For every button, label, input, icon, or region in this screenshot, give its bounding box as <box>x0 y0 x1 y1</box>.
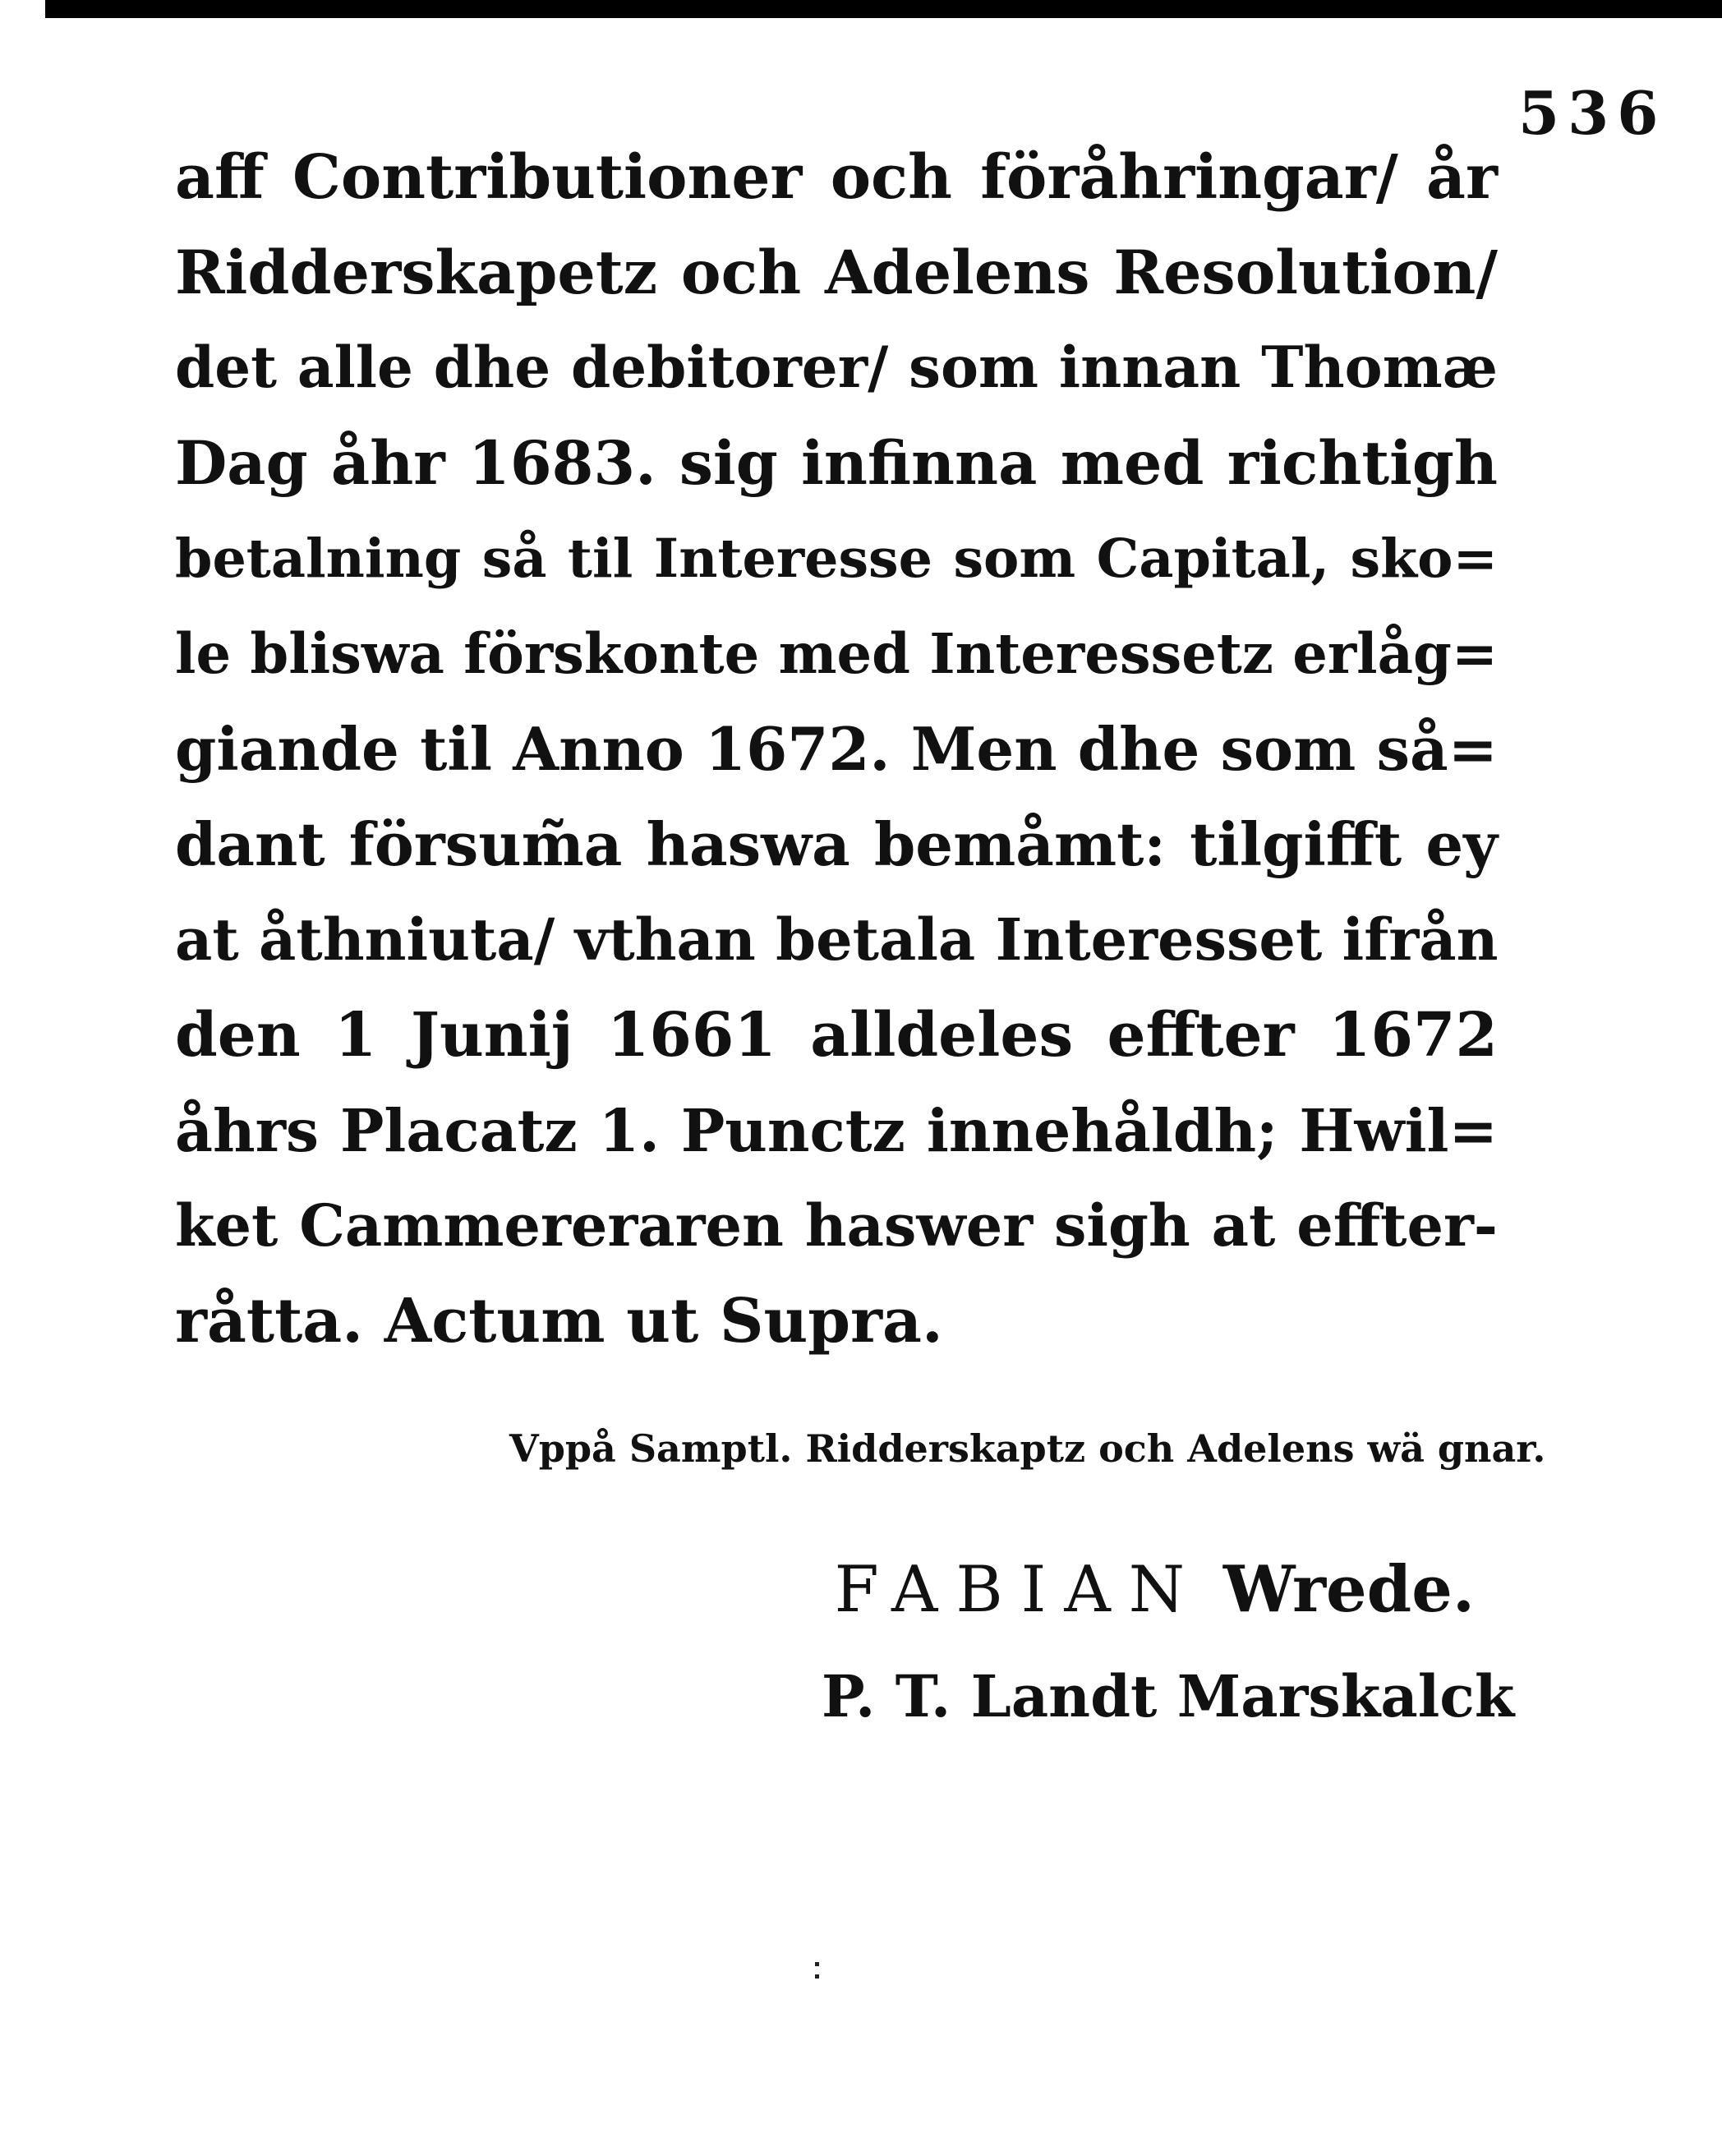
text-line: ket Cammereraren haswer sigh at effter- <box>175 1191 1498 1260</box>
text-line: råtta. Actum ut Supra. <box>175 1286 943 1357</box>
text-line: le bliswa förskonte med Interessetz erlåg= <box>175 621 1498 686</box>
text-line: Ridderskapetz och Adelens Resolution/ <box>175 237 1498 308</box>
text-line: betalning så til Interesse som Capital, sko= <box>175 527 1498 590</box>
text-line: åhrs Placatz 1. Punctz innehåldh; Hwil= <box>175 1096 1498 1165</box>
text-line: det alle dhe debitorer/ som innan Thomæ <box>175 334 1498 401</box>
text-line: giande til Anno 1672. Men dhe som så= <box>175 714 1498 784</box>
ink-speck <box>815 1962 820 1985</box>
body-text <box>175 130 1498 1369</box>
page-number: 536 <box>1518 78 1667 148</box>
signer-last-name: Wrede. <box>1222 1552 1475 1627</box>
attribution-line: Vppå Samptl. Ridderskaptz och Adelens wä gnar. <box>509 1426 1546 1471</box>
signer-name <box>822 1545 1475 1635</box>
signer-first-name: FABIAN <box>834 1553 1204 1627</box>
signer-title: P. T. Landt Marskalck <box>822 1662 1515 1730</box>
text-line: aff Contributioner och föråhringar/ år <box>175 142 1498 213</box>
text-line: den 1 Junij 1661 alldeles effter 1672 <box>175 1000 1498 1071</box>
text-line: at åthniuta/ vthan betala Interesset ifrån <box>175 905 1499 974</box>
text-line: dant försum̃a haswa bemåmt: tilgifft ey <box>175 809 1498 879</box>
top-border <box>45 0 1722 18</box>
text-line: Dag åhr 1683. sig infinna med richtigh <box>175 428 1498 499</box>
